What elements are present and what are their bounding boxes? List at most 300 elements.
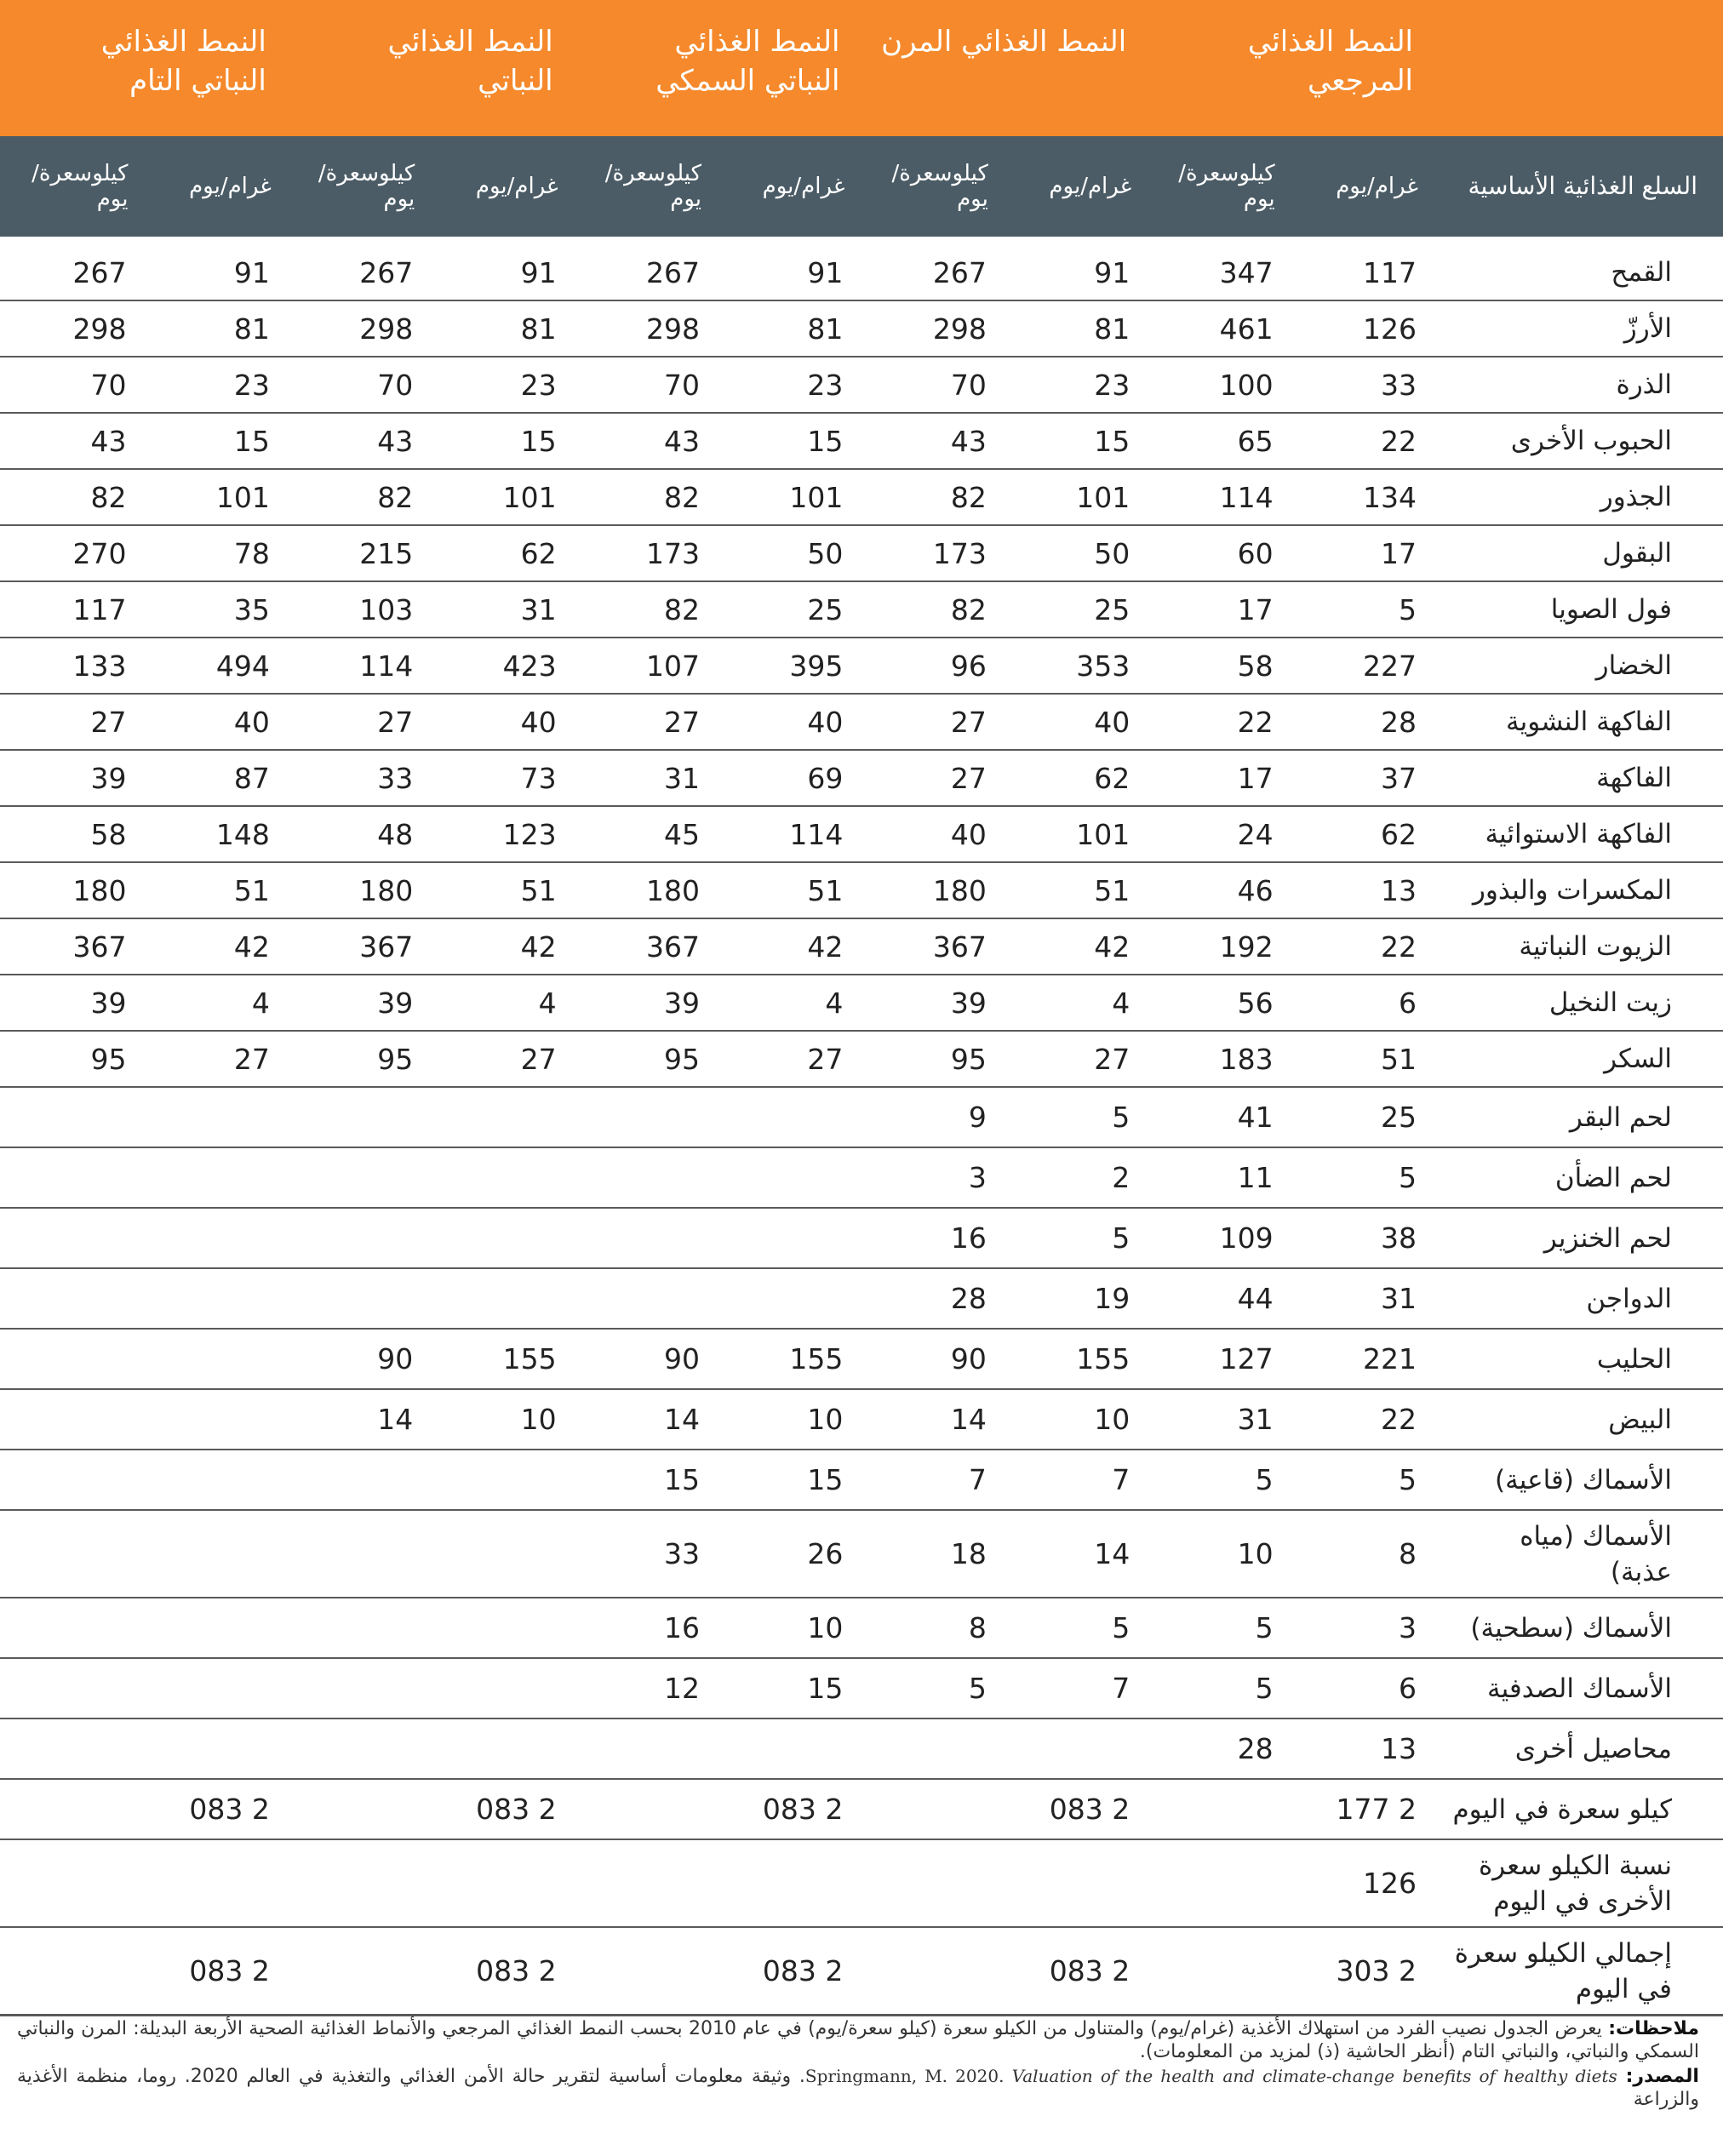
row-label: البيض <box>1434 1389 1723 1450</box>
diet-header-flexitarian: النمط الغذائي المرن <box>860 0 1147 136</box>
cell-kcal: 27 <box>574 694 717 750</box>
total-label: كيلو سعرة في اليوم <box>1434 1779 1723 1839</box>
row-label: القمح <box>1434 237 1723 300</box>
total-value: 2 083 <box>287 1779 574 1839</box>
diet-header-vegan: النمط الغذائي النباتي التام <box>0 0 287 136</box>
cell-gram: 27 <box>143 1031 286 1087</box>
total-row <box>0 1779 1723 1839</box>
cell-gram: 155 <box>717 1329 860 1389</box>
cell-gram: 4 <box>430 975 573 1031</box>
cell-gram: 227 <box>1291 638 1434 694</box>
table-row <box>0 1208 1723 1268</box>
cell-gram: 27 <box>1004 1031 1147 1087</box>
row-label: الذرة <box>1434 357 1723 413</box>
row-label: لحم البقر <box>1434 1087 1723 1147</box>
cell-kcal: 82 <box>574 581 717 638</box>
source-citation <box>805 2066 1617 2086</box>
cell-gram <box>717 1268 860 1329</box>
row-label: الأسماك (مياه عذبة) <box>1434 1510 1723 1598</box>
cell-gram <box>430 1087 573 1147</box>
row-label: الأسماك (سطحية) <box>1434 1598 1723 1658</box>
commodity-header: السلع الغذائية الأساسية <box>1434 136 1723 237</box>
cell-gram: 101 <box>143 469 286 525</box>
cell-kcal: 90 <box>574 1329 717 1389</box>
cell-gram: 19 <box>1004 1268 1147 1329</box>
cell-kcal: 298 <box>860 300 1003 357</box>
cell-gram: 91 <box>717 237 860 300</box>
cell-kcal: 58 <box>1147 638 1290 694</box>
cell-gram: 13 <box>1291 862 1434 918</box>
cell-gram: 40 <box>1004 694 1147 750</box>
total-value: 2 083 <box>0 1927 287 2016</box>
cell-kcal: 298 <box>287 300 430 357</box>
cell-gram: 15 <box>717 413 860 469</box>
cell-gram: 25 <box>1004 581 1147 638</box>
row-label: المكسرات والبذور <box>1434 862 1723 918</box>
cell-kcal <box>287 1147 430 1208</box>
cell-gram: 40 <box>717 694 860 750</box>
cell-kcal: 107 <box>574 638 717 694</box>
cell-gram: 15 <box>1004 413 1147 469</box>
cell-kcal: 183 <box>1147 1031 1290 1087</box>
table-row <box>0 1031 1723 1087</box>
cell-kcal: 90 <box>860 1329 1003 1389</box>
cell-kcal <box>0 1658 143 1719</box>
cell-kcal: 15 <box>574 1450 717 1510</box>
cell-gram <box>717 1208 860 1268</box>
total-value: 2 083 <box>860 1779 1147 1839</box>
cell-kcal <box>287 1658 430 1719</box>
cell-kcal: 114 <box>1147 469 1290 525</box>
cell-kcal <box>0 1510 143 1598</box>
cell-kcal: 192 <box>1147 918 1290 975</box>
cell-kcal: 60 <box>1147 525 1290 581</box>
total-value <box>0 1839 287 1927</box>
cell-gram: 23 <box>1004 357 1147 413</box>
cell-gram: 5 <box>1004 1208 1147 1268</box>
cell-kcal: 5 <box>1147 1658 1290 1719</box>
cell-gram: 5 <box>1004 1598 1147 1658</box>
cell-gram: 10 <box>717 1389 860 1450</box>
cell-kcal: 347 <box>1147 237 1290 300</box>
cell-kcal: 22 <box>1147 694 1290 750</box>
cell-kcal: 100 <box>1147 357 1290 413</box>
row-label: فول الصويا <box>1434 581 1723 638</box>
cell-kcal: 7 <box>860 1450 1003 1510</box>
unit-kcal-header: كيلوسعرة/يوم <box>287 136 430 237</box>
cell-kcal <box>0 1450 143 1510</box>
total-row <box>0 1839 1723 1927</box>
cell-gram: 101 <box>717 469 860 525</box>
cell-kcal: 173 <box>860 525 1003 581</box>
cell-gram: 40 <box>143 694 286 750</box>
table-row <box>0 694 1723 750</box>
cell-gram: 91 <box>143 237 286 300</box>
table-row <box>0 413 1723 469</box>
unit-gram-header: غرام/يوم <box>717 136 860 237</box>
row-label: زيت النخيل <box>1434 975 1723 1031</box>
cell-kcal: 5 <box>1147 1450 1290 1510</box>
cell-kcal: 40 <box>860 806 1003 862</box>
cell-gram: 353 <box>1004 638 1147 694</box>
total-value: 2 083 <box>574 1927 861 2016</box>
cell-gram: 25 <box>1291 1087 1434 1147</box>
cell-gram: 35 <box>143 581 286 638</box>
row-label: الأسماك الصدفية <box>1434 1658 1723 1719</box>
cell-gram: 50 <box>1004 525 1147 581</box>
row-label: الحليب <box>1434 1329 1723 1389</box>
unit-kcal-header: كيلوسعرة/يوم <box>0 136 143 237</box>
cell-kcal: 127 <box>1147 1329 1290 1389</box>
cell-gram <box>430 1208 573 1268</box>
row-label: الفاكهة <box>1434 750 1723 806</box>
table-row <box>0 1510 1723 1598</box>
table-row <box>0 1329 1723 1389</box>
cell-kcal <box>574 1147 717 1208</box>
total-value <box>860 1839 1147 1927</box>
cell-gram: 50 <box>717 525 860 581</box>
cell-gram: 81 <box>1004 300 1147 357</box>
cell-kcal <box>287 1450 430 1510</box>
cell-kcal: 9 <box>860 1087 1003 1147</box>
cell-kcal <box>574 1208 717 1268</box>
total-value: 2 083 <box>574 1779 861 1839</box>
cell-kcal: 82 <box>287 469 430 525</box>
cell-kcal: 16 <box>574 1598 717 1658</box>
cell-kcal: 46 <box>1147 862 1290 918</box>
table-row <box>0 1268 1723 1329</box>
cell-kcal: 33 <box>574 1510 717 1598</box>
cell-gram: 15 <box>430 413 573 469</box>
cell-kcal <box>0 1598 143 1658</box>
cell-gram: 27 <box>717 1031 860 1087</box>
cell-gram <box>1004 1719 1147 1779</box>
cell-gram: 4 <box>1004 975 1147 1031</box>
cell-gram <box>430 1510 573 1598</box>
cell-gram: 91 <box>1004 237 1147 300</box>
cell-gram: 31 <box>430 581 573 638</box>
cell-kcal: 180 <box>0 862 143 918</box>
cell-kcal: 82 <box>0 469 143 525</box>
cell-kcal <box>0 1208 143 1268</box>
row-label: لحم الخنزير <box>1434 1208 1723 1268</box>
cell-gram: 26 <box>717 1510 860 1598</box>
cell-gram: 51 <box>143 862 286 918</box>
total-value: 2 083 <box>0 1779 287 1839</box>
cell-gram: 5 <box>1004 1087 1147 1147</box>
cell-kcal: 48 <box>287 806 430 862</box>
cell-kcal: 58 <box>0 806 143 862</box>
unit-kcal-header: كيلوسعرة/يوم <box>1147 136 1290 237</box>
total-value: 126 <box>1147 1839 1434 1927</box>
total-value: 2 083 <box>287 1927 574 2016</box>
source-title: Valuation of the health and climate-change benefits of healthy diets <box>1011 2066 1617 2086</box>
cell-gram <box>143 1510 286 1598</box>
cell-kcal <box>287 1087 430 1147</box>
cell-kcal: 11 <box>1147 1147 1290 1208</box>
cell-kcal: 109 <box>1147 1208 1290 1268</box>
cell-kcal: 39 <box>0 750 143 806</box>
cell-kcal: 90 <box>287 1329 430 1389</box>
row-label: لحم الضأن <box>1434 1147 1723 1208</box>
cell-kcal <box>574 1087 717 1147</box>
cell-gram: 13 <box>1291 1719 1434 1779</box>
table-row <box>0 1087 1723 1147</box>
diet-header-pescatarian: النمط الغذائي النباتي السمكي <box>574 0 861 136</box>
cell-gram <box>143 1087 286 1147</box>
cell-kcal: 8 <box>860 1598 1003 1658</box>
cell-kcal: 82 <box>860 469 1003 525</box>
cell-kcal <box>287 1208 430 1268</box>
cell-kcal: 41 <box>1147 1087 1290 1147</box>
unit-kcal-header: كيلوسعرة/يوم <box>860 136 1003 237</box>
cell-kcal: 298 <box>0 300 143 357</box>
cell-gram <box>143 1268 286 1329</box>
unit-gram-header: غرام/يوم <box>1004 136 1147 237</box>
source-author: Springmann, M. 2020. <box>804 2066 1005 2086</box>
cell-gram: 123 <box>430 806 573 862</box>
row-label: الأرزّ <box>1434 300 1723 357</box>
cell-gram: 91 <box>430 237 573 300</box>
cell-gram: 155 <box>1004 1329 1147 1389</box>
table-row <box>0 638 1723 694</box>
cell-kcal: 14 <box>860 1389 1003 1450</box>
total-label: إجمالي الكيلو سعرة في اليوم <box>1434 1927 1723 2016</box>
cell-kcal: 39 <box>287 975 430 1031</box>
cell-kcal: 461 <box>1147 300 1290 357</box>
cell-gram <box>143 1598 286 1658</box>
cell-gram: 6 <box>1291 975 1434 1031</box>
cell-gram: 14 <box>1004 1510 1147 1598</box>
row-label: محاصيل أخرى <box>1434 1719 1723 1779</box>
cell-kcal <box>287 1268 430 1329</box>
cell-gram: 10 <box>1004 1389 1147 1450</box>
cell-kcal: 180 <box>574 862 717 918</box>
cell-kcal <box>0 1087 143 1147</box>
cell-kcal: 27 <box>0 694 143 750</box>
row-label: الحبوب الأخرى <box>1434 413 1723 469</box>
cell-kcal: 16 <box>860 1208 1003 1268</box>
row-label: السكر <box>1434 1031 1723 1087</box>
cell-gram <box>430 1658 573 1719</box>
diet-header-blank <box>1434 0 1723 136</box>
cell-gram: 69 <box>717 750 860 806</box>
cell-gram: 4 <box>143 975 286 1031</box>
cell-gram: 494 <box>143 638 286 694</box>
cell-gram: 7 <box>1004 1450 1147 1510</box>
table-row <box>0 750 1723 806</box>
cell-kcal: 267 <box>860 237 1003 300</box>
cell-kcal: 17 <box>1147 750 1290 806</box>
cell-kcal: 5 <box>1147 1598 1290 1658</box>
table-row <box>0 1658 1723 1719</box>
cell-gram: 101 <box>1004 806 1147 862</box>
cell-kcal: 96 <box>860 638 1003 694</box>
cell-gram: 81 <box>717 300 860 357</box>
source-label: المصدر: <box>1625 2066 1699 2087</box>
cell-kcal: 43 <box>287 413 430 469</box>
cell-kcal: 33 <box>287 750 430 806</box>
cell-gram: 51 <box>1291 1031 1434 1087</box>
cell-kcal: 267 <box>0 237 143 300</box>
cell-kcal <box>0 1268 143 1329</box>
cell-gram: 8 <box>1291 1510 1434 1598</box>
cell-gram <box>717 1147 860 1208</box>
cell-kcal: 298 <box>574 300 717 357</box>
cell-kcal: 95 <box>287 1031 430 1087</box>
cell-gram: 2 <box>1004 1147 1147 1208</box>
cell-kcal: 28 <box>1147 1719 1290 1779</box>
cell-kcal: 17 <box>1147 581 1290 638</box>
cell-kcal: 14 <box>574 1389 717 1450</box>
cell-kcal: 180 <box>287 862 430 918</box>
row-label: البقول <box>1434 525 1723 581</box>
cell-gram: 22 <box>1291 413 1434 469</box>
cell-kcal: 367 <box>574 918 717 975</box>
cell-kcal: 12 <box>574 1658 717 1719</box>
cell-gram: 23 <box>143 357 286 413</box>
cell-gram: 73 <box>430 750 573 806</box>
cell-gram: 423 <box>430 638 573 694</box>
cell-gram: 78 <box>143 525 286 581</box>
unit-header-row <box>0 136 1723 237</box>
cell-kcal: 367 <box>287 918 430 975</box>
cell-kcal: 43 <box>0 413 143 469</box>
table-row <box>0 300 1723 357</box>
cell-gram: 23 <box>430 357 573 413</box>
cell-kcal: 173 <box>574 525 717 581</box>
cell-kcal: 10 <box>1147 1510 1290 1598</box>
cell-gram: 31 <box>1291 1268 1434 1329</box>
cell-gram: 37 <box>1291 750 1434 806</box>
row-label: الفاكهة النشوية <box>1434 694 1723 750</box>
cell-gram: 81 <box>143 300 286 357</box>
total-value: 2 177 <box>1147 1779 1434 1839</box>
cell-gram <box>430 1719 573 1779</box>
table-row <box>0 862 1723 918</box>
cell-gram: 15 <box>143 413 286 469</box>
table-row <box>0 581 1723 638</box>
notes-label: ملاحظات: <box>1608 2018 1699 2039</box>
cell-gram: 23 <box>717 357 860 413</box>
cell-gram: 7 <box>1004 1658 1147 1719</box>
cell-kcal: 43 <box>574 413 717 469</box>
cell-gram: 25 <box>717 581 860 638</box>
row-label: الفاكهة الاستوائية <box>1434 806 1723 862</box>
cell-gram: 3 <box>1291 1598 1434 1658</box>
table-row <box>0 1147 1723 1208</box>
cell-gram <box>430 1598 573 1658</box>
cell-gram: 5 <box>1291 581 1434 638</box>
cell-gram: 5 <box>1291 1147 1434 1208</box>
cell-gram: 51 <box>717 862 860 918</box>
cell-gram: 221 <box>1291 1329 1434 1389</box>
cell-gram: 101 <box>1004 469 1147 525</box>
total-value: 2 083 <box>860 1927 1147 2016</box>
cell-gram: 28 <box>1291 694 1434 750</box>
cell-kcal: 31 <box>574 750 717 806</box>
table-row <box>0 1719 1723 1779</box>
cell-kcal <box>0 1147 143 1208</box>
cell-kcal: 133 <box>0 638 143 694</box>
table-row <box>0 237 1723 300</box>
cell-kcal <box>860 1719 1003 1779</box>
cell-kcal: 267 <box>574 237 717 300</box>
table-row <box>0 918 1723 975</box>
cell-kcal: 95 <box>860 1031 1003 1087</box>
cell-kcal: 180 <box>860 862 1003 918</box>
cell-kcal: 39 <box>0 975 143 1031</box>
cell-gram: 40 <box>430 694 573 750</box>
diet-header-reference: النمط الغذائي المرجعي <box>1147 0 1434 136</box>
cell-gram: 114 <box>717 806 860 862</box>
cell-gram: 51 <box>1004 862 1147 918</box>
row-label: الدواجن <box>1434 1268 1723 1329</box>
cell-gram <box>430 1147 573 1208</box>
cell-gram <box>430 1268 573 1329</box>
cell-kcal: 82 <box>860 581 1003 638</box>
notes-text: يعرض الجدول نصيب الفرد من استهلاك الأغذية (غرام/يوم) والمتناول من الكيلو سعرة (كيلو سعرة/يوم) في عام 2010 بحسب النمط الغذائي المرجعي والأنماط الغذائية الصحية الأربعة البديلة: المرن والنباتي السمكي والنباتي، والنباتي التام (أنظر الحاشية (ذ) لمزيد من المعلومات). <box>17 2018 1699 2062</box>
cell-gram: 5 <box>1291 1450 1434 1510</box>
cell-gram: 38 <box>1291 1208 1434 1268</box>
table-row <box>0 1450 1723 1510</box>
cell-gram: 148 <box>143 806 286 862</box>
cell-gram: 126 <box>1291 300 1434 357</box>
cell-gram: 27 <box>430 1031 573 1087</box>
cell-kcal: 267 <box>287 237 430 300</box>
cell-kcal: 215 <box>287 525 430 581</box>
cell-kcal <box>287 1719 430 1779</box>
cell-kcal: 5 <box>860 1658 1003 1719</box>
total-row <box>0 1927 1723 2016</box>
table-row <box>0 975 1723 1031</box>
table-notes <box>0 2017 1723 2113</box>
cell-gram: 155 <box>430 1329 573 1389</box>
cell-kcal: 65 <box>1147 413 1290 469</box>
cell-gram: 117 <box>1291 237 1434 300</box>
cell-gram: 395 <box>717 638 860 694</box>
cell-gram <box>430 1450 573 1510</box>
table-row <box>0 806 1723 862</box>
cell-gram <box>143 1147 286 1208</box>
cell-gram: 42 <box>717 918 860 975</box>
cell-gram <box>143 1450 286 1510</box>
cell-kcal: 95 <box>0 1031 143 1087</box>
cell-kcal: 70 <box>860 357 1003 413</box>
cell-kcal: 27 <box>287 694 430 750</box>
cell-gram: 62 <box>430 525 573 581</box>
cell-kcal: 56 <box>1147 975 1290 1031</box>
cell-kcal: 114 <box>287 638 430 694</box>
table-row <box>0 357 1723 413</box>
cell-kcal: 103 <box>287 581 430 638</box>
diet-header-row <box>0 0 1723 136</box>
row-label: الأسماك (قاعية) <box>1434 1450 1723 1510</box>
cell-kcal: 27 <box>860 750 1003 806</box>
cell-kcal: 70 <box>574 357 717 413</box>
cell-gram: 10 <box>717 1598 860 1658</box>
cell-kcal: 39 <box>860 975 1003 1031</box>
cell-kcal: 44 <box>1147 1268 1290 1329</box>
cell-kcal <box>0 1719 143 1779</box>
source-paragraph <box>17 2065 1699 2111</box>
cell-kcal <box>574 1268 717 1329</box>
table-row <box>0 1598 1723 1658</box>
table-row <box>0 1389 1723 1450</box>
unit-gram-header: غرام/يوم <box>143 136 286 237</box>
cell-gram: 42 <box>143 918 286 975</box>
cell-kcal: 14 <box>287 1389 430 1450</box>
